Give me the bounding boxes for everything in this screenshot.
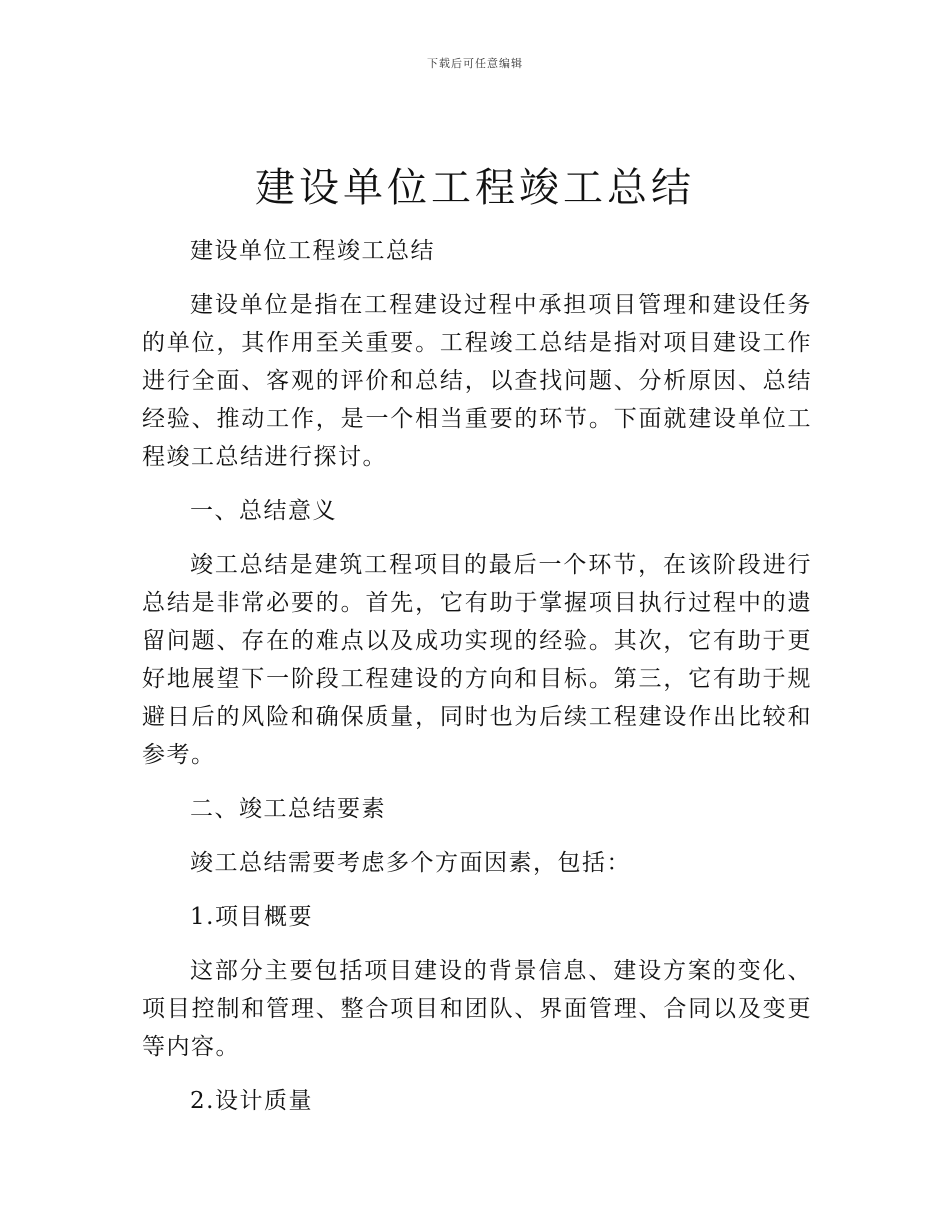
heading-item-2: 2.设计质量 xyxy=(190,1088,313,1114)
paragraph-project-overview: 这部分主要包括项目建设的背景信息、建设方案的变化、项目控制和管理、整合项目和团队、界面管理、合同以及变更等内容。 xyxy=(142,958,812,1060)
paragraph-factors-intro: 竣工总结需要考虑多个方面因素，包括： xyxy=(190,850,631,876)
document-body xyxy=(142,232,812,1120)
heading-section-1: 一、总结意义 xyxy=(190,498,337,524)
heading-section-2: 二、竣工总结要素 xyxy=(190,796,386,822)
header-note: 下载后可任意编辑 xyxy=(427,57,523,70)
paragraph-subtitle: 建设单位工程竣工总结 xyxy=(190,238,435,264)
document-title: 建设单位工程竣工总结 xyxy=(255,165,695,211)
paragraph-intro: 建设单位是指在工程建设过程中承担项目管理和建设任务的单位，其作用至关重要。工程竣工总结是指对项目建设工作进行全面、客观的评价和总结，以查找问题、分析原因、总结经验、推动工作，是一个相当重要的环节。下面就建设单位工程竣工总结进行探讨。 xyxy=(142,292,812,470)
paragraph-significance: 竣工总结是建筑工程项目的最后一个环节，在该阶段进行总结是非常必要的。首先，它有助于掌握项目执行过程中的遗留问题、存在的难点以及成功实现的经验。其次，它有助于更好地展望下一阶段工程建设的方向和目标。第三，它有助于规避日后的风险和确保质量，同时也为后续工程建设作出比较和参考。 xyxy=(142,552,812,768)
heading-item-1: 1.项目概要 xyxy=(190,904,313,930)
